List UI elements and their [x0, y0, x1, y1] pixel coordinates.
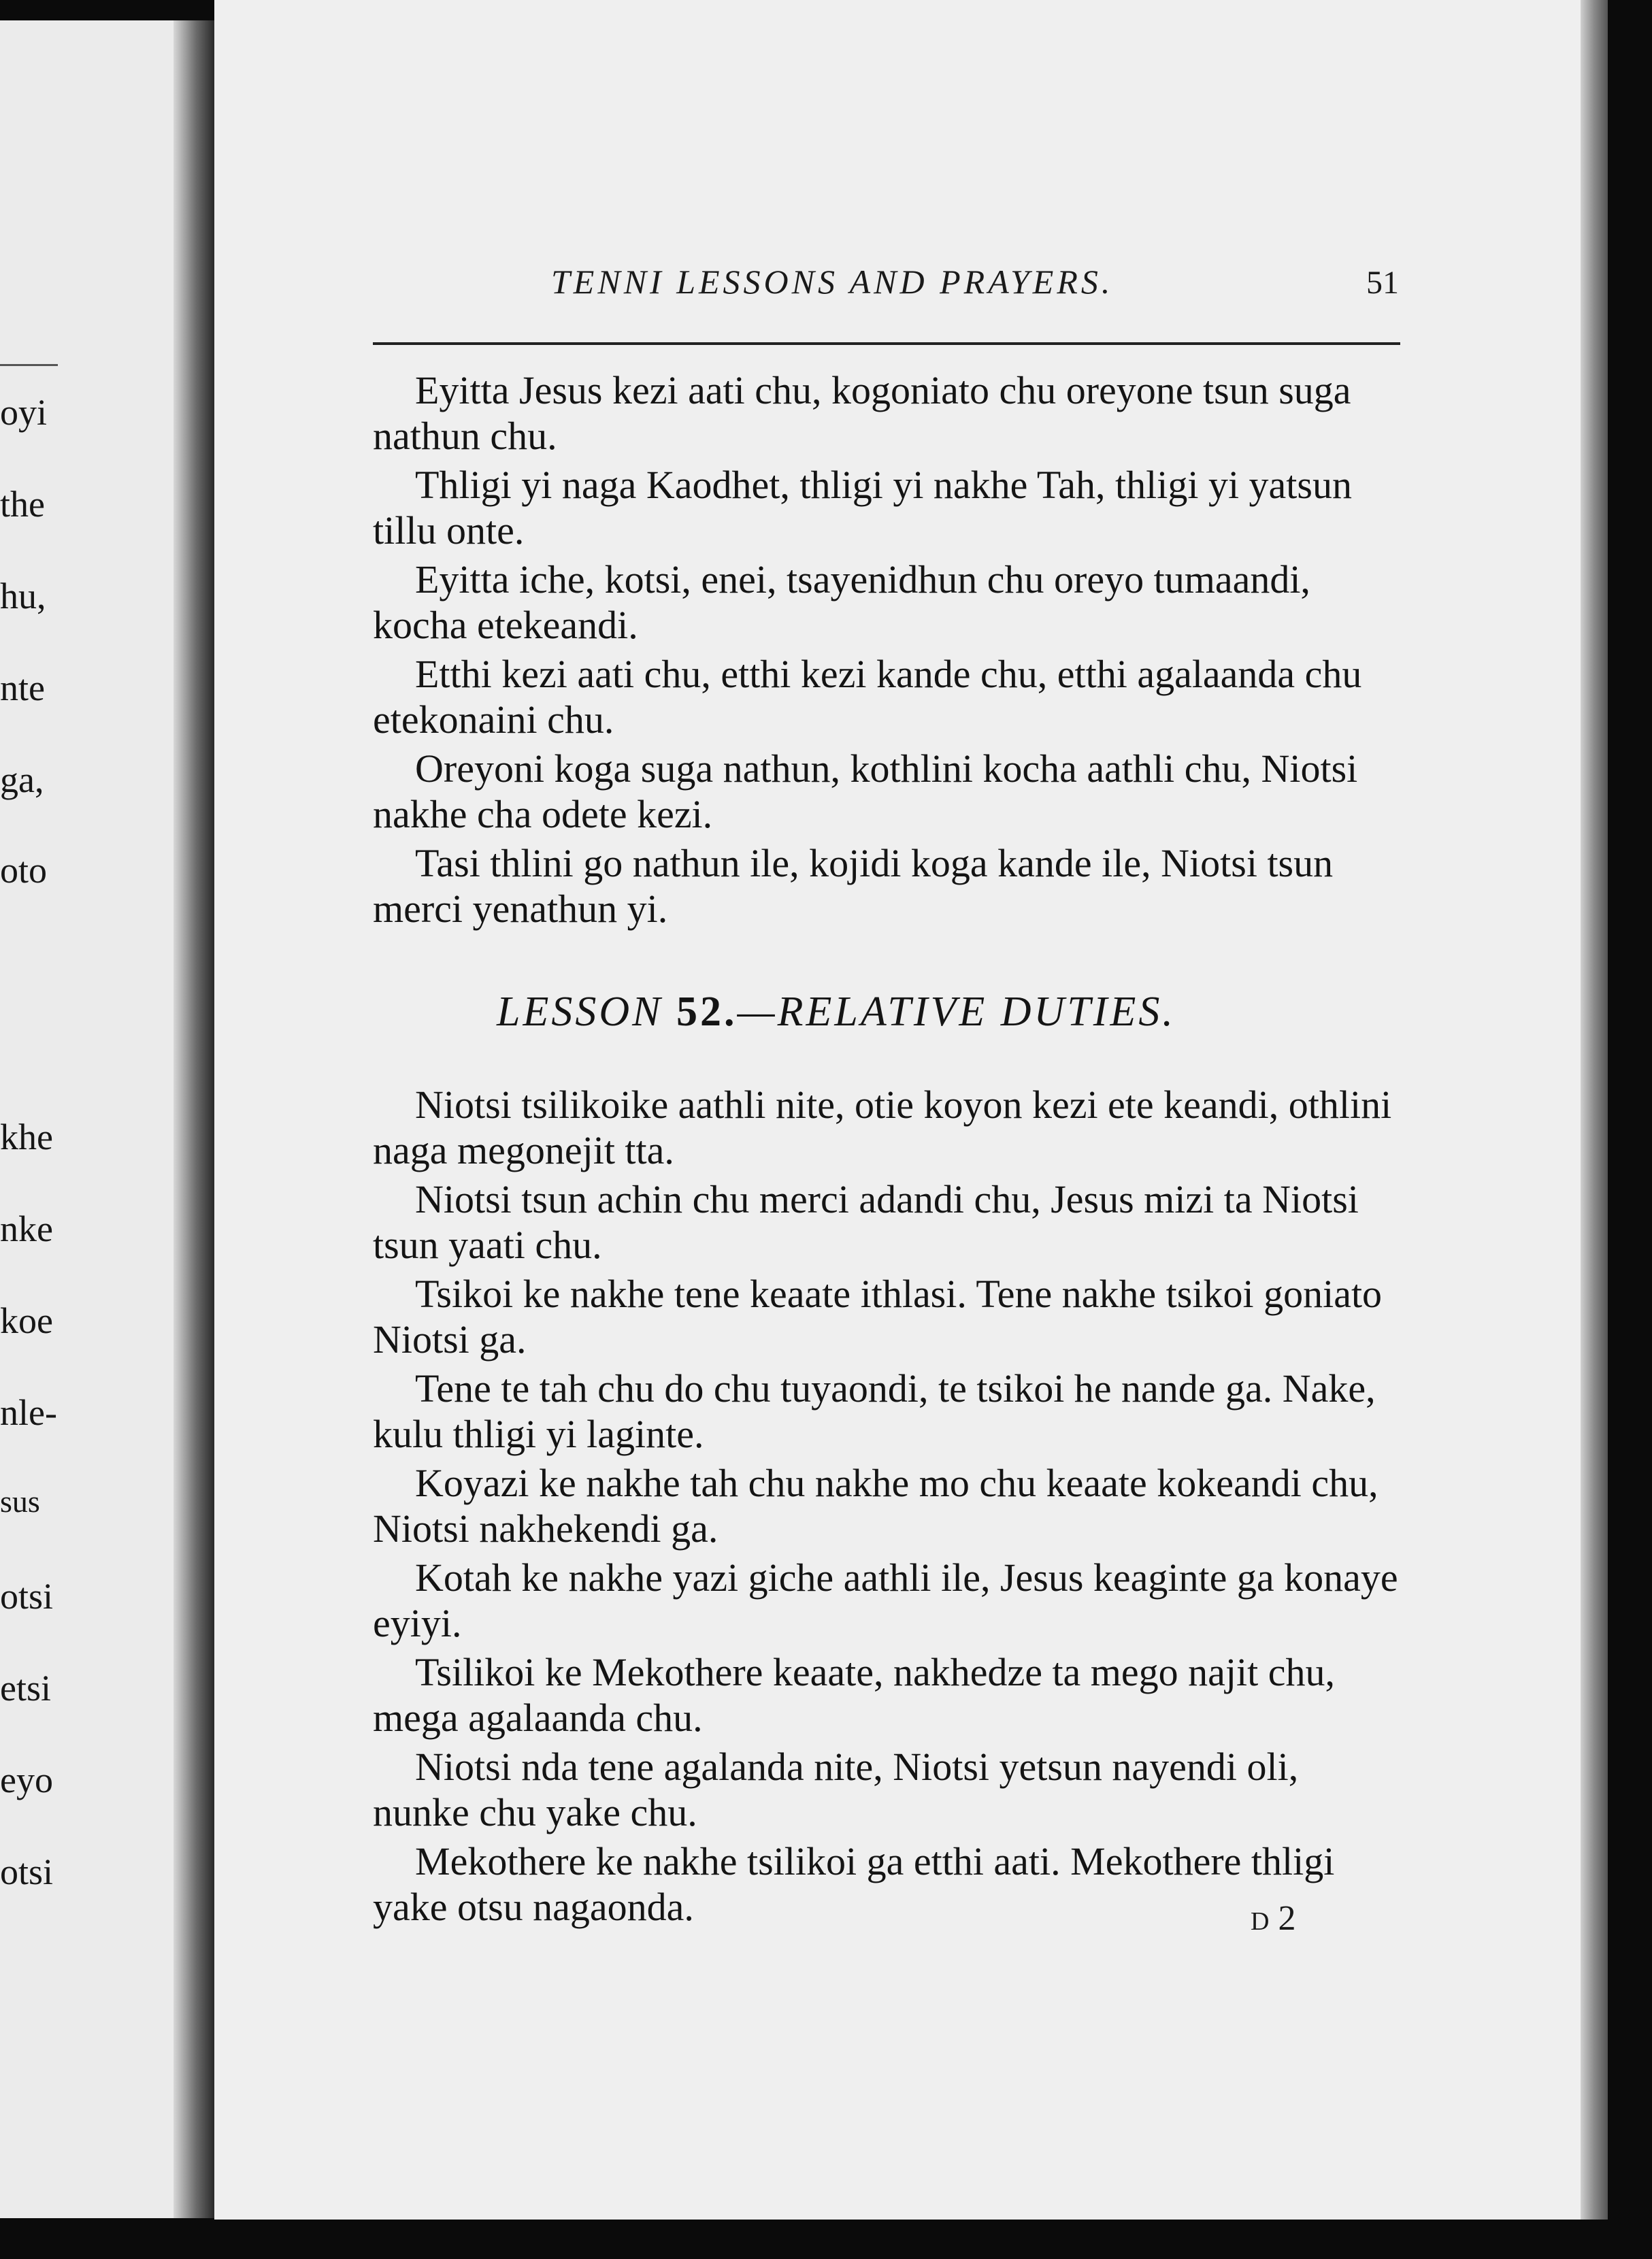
- paragraph: Oreyoni koga suga nathun, kothlini kocha aathli chu, Niotsi nakhe cha odete kezi.: [373, 746, 1358, 836]
- left-facing-page: [0, 20, 197, 2218]
- lesson-title: —RELATIVE DUTIES.: [737, 989, 1176, 1035]
- lesson-number: 52.: [676, 989, 738, 1035]
- lesson-text: [373, 1082, 1400, 1933]
- left-line-fragment: eyo: [0, 1760, 53, 1800]
- left-line-fragment: oto: [0, 850, 48, 891]
- paragraph: Kotah ke nakhe yazi giche aathli ile, Jesus keaginte ga konaye eyiyi.: [373, 1555, 1398, 1645]
- left-line-fragment: oyi: [0, 392, 48, 433]
- paragraph: Niotsi tsun achin chu merci adandi chu, Jesus mizi ta Niotsi tsun yaati chu.: [373, 1177, 1359, 1267]
- left-line-fragment: sus: [0, 1484, 40, 1519]
- left-line-fragment: nle-: [0, 1392, 57, 1433]
- paragraph: Tsikoi ke nakhe tene keaate ithlasi. Tene nakhe tsikoi goniato Niotsi ga.: [373, 1272, 1383, 1362]
- left-line-fragment: hu,: [0, 576, 46, 616]
- left-line-fragment: etsi: [0, 1668, 51, 1709]
- left-line-fragment: otsi: [0, 1851, 54, 1892]
- paragraph: Etthi kezi aati chu, etthi kezi kande chu, etthi agalaanda chu etekonaini chu.: [373, 652, 1362, 742]
- signature-letter: D: [1251, 1907, 1270, 1936]
- paragraph: Niotsi nda tene agalanda nite, Niotsi yetsun nayendi oli, nunke chu yake chu.: [373, 1745, 1299, 1834]
- lesson-label: LESSON: [497, 989, 663, 1035]
- left-line-fragment: ga,: [0, 759, 44, 800]
- paragraph: Koyazi ke nakhe tah chu nakhe mo chu keaate kokeandi chu, Niotsi nakhekendi ga.: [373, 1461, 1378, 1551]
- left-line-fragment: nke: [0, 1208, 53, 1249]
- left-line-fragment: the: [0, 484, 45, 525]
- lesson-heading: [497, 988, 1176, 1036]
- paragraph: Eyitta iche, kotsi, enei, tsayenidhun chu oreyo tumaandi, kocha etekeandi.: [373, 557, 1310, 647]
- left-line-fragment: nte: [0, 667, 45, 708]
- paragraph: Niotsi tsilikoike aathli nite, otie koyon kezi ete keandi, othlini naga megonejit tta.: [373, 1083, 1392, 1172]
- paragraph: Tsilikoi ke Mekothere keaate, nakhedze ta mego najit chu, mega agalaanda chu.: [373, 1650, 1335, 1740]
- paragraph: Eyitta Jesus kezi aati chu, kogoniato chu oreyone tsun suga nathun chu.: [373, 368, 1351, 458]
- left-line-fragment: koe: [0, 1300, 53, 1341]
- paragraph: Tene te tah chu do chu tuyaondi, te tsikoi he nande ga. Nake, kulu thligi yi laginte.: [373, 1366, 1376, 1456]
- signature-mark: [1251, 1898, 1295, 1939]
- page-number: 51: [1366, 265, 1399, 301]
- header-rule: [373, 342, 1400, 345]
- page-edge: [1581, 0, 1608, 2220]
- paragraph: Tasi thlini go nathun ile, kojidi koga kande ile, Niotsi tsun merci yenathun yi.: [373, 841, 1334, 931]
- book-gutter: [174, 20, 214, 2218]
- left-page-rule: [0, 364, 58, 366]
- left-line-fragment: otsi: [0, 1576, 54, 1617]
- paragraph: Mekothere ke nakhe tsilikoi ga etthi aati. Mekothere thligi yake otsu nagaonda.: [373, 1839, 1335, 1929]
- left-line-fragment: khe: [0, 1117, 53, 1157]
- paragraph: Thligi yi naga Kaodhet, thligi yi nakhe Tah, thligi yi yatsun tillu onte.: [373, 463, 1352, 553]
- signature-number: 2: [1278, 1899, 1296, 1938]
- running-head: TENNI LESSONS AND PRAYERS.: [551, 263, 1114, 301]
- top-section-text: [373, 367, 1400, 935]
